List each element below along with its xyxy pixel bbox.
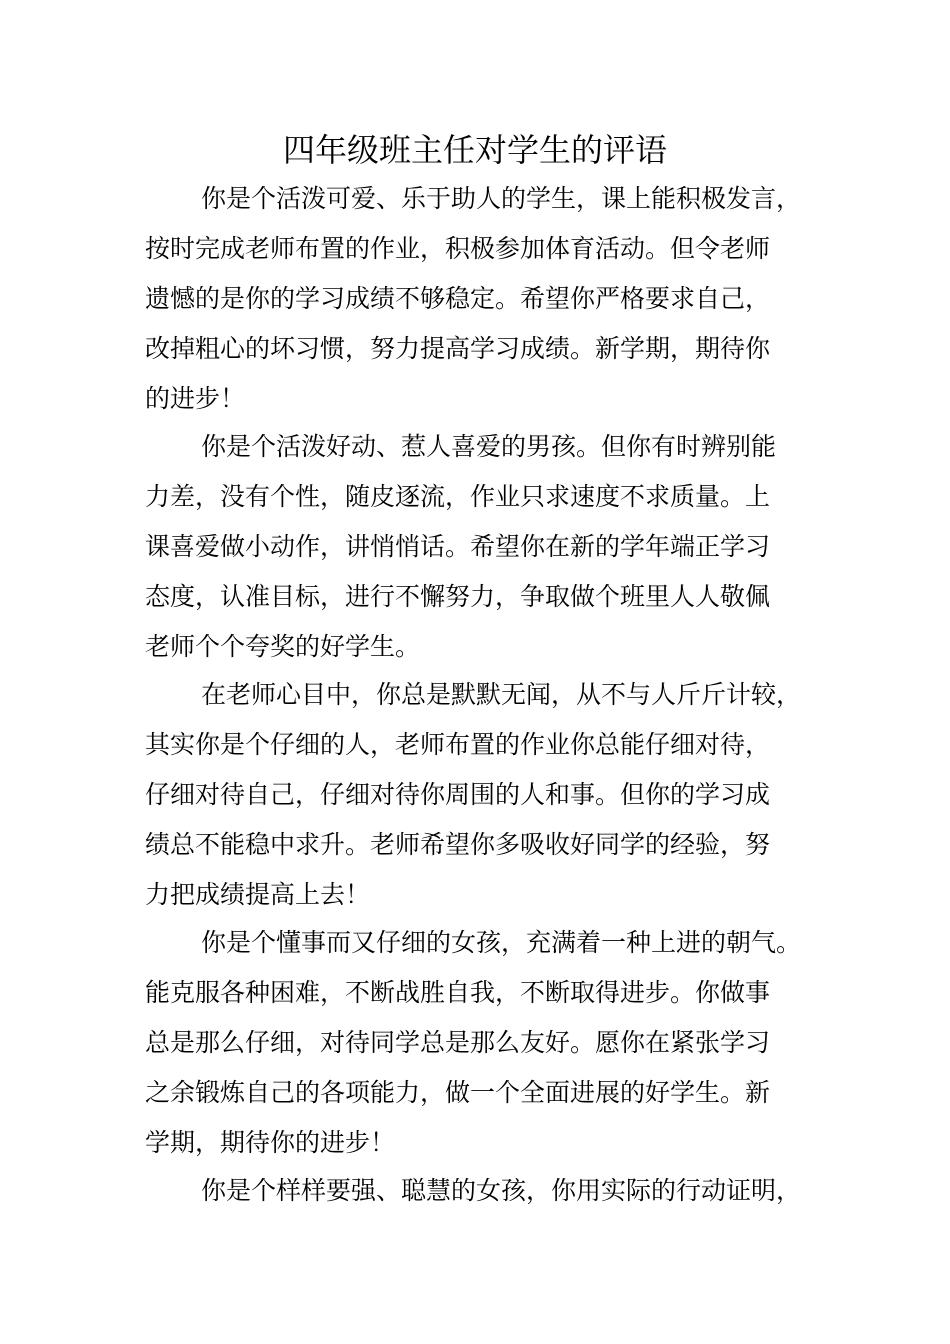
paragraph-line: 力差，没有个性，随皮逐流，作业只求速度不求质量。上 [145,482,771,511]
paragraph-line: 课喜爱做小动作，讲悄悄话。希望你在新的学年端正学习 [145,532,771,561]
paragraph-line: 在老师心目中，你总是默默无闻，从不与人斤斤计较， [201,680,802,709]
paragraph-line: 你是个活泼好动、惹人喜爱的男孩。但你有时辨别能 [201,432,777,461]
document-title: 四年级班主任对学生的评语 [282,131,667,169]
paragraph-4 [145,918,801,1168]
paragraph-line: 之余锻炼自己的各项能力，做一个全面进展的好学生。新 [145,1078,771,1107]
paragraph-line: 学期，期待你的进步！ [145,1128,396,1157]
paragraph-line: 力把成绩提高上去！ [145,880,371,909]
paragraph-line: 改掉粗心的坏习惯，努力提高学习成绩。新学期，期待你 [145,334,771,363]
paragraph-line: 能克服各种困难，不断战胜自我，不断取得进步。你做事 [145,978,771,1007]
paragraph-line: 你是个样样要强、聪慧的女孩，你用实际的行动证明， [201,1176,802,1205]
paragraph-line: 遗憾的是你的学习成绩不够稳定。希望你严格要求自己， [145,284,771,313]
paragraph-3 [145,670,801,920]
paragraph-2 [145,422,776,672]
paragraph-line: 其实你是个仔细的人，老师布置的作业你总能仔细对待， [145,730,771,759]
paragraph-line: 按时完成老师布置的作业，积极参加体育活动。但令老师 [145,234,771,263]
paragraph-line: 仔细对待自己，仔细对待你周围的人和事。但你的学习成 [145,780,771,809]
paragraph-line: 绩总不能稳中求升。老师希望你多吸收好同学的经验，努 [145,830,771,859]
paragraph-line: 你是个活泼可爱、乐于助人的学生，课上能积极发言， [201,184,802,213]
paragraph-line: 总是那么仔细，对待同学总是那么友好。愿你在紧张学习 [145,1028,771,1057]
paragraph-line: 的进步！ [145,384,246,413]
paragraph-5 [145,1166,801,1216]
paragraph-line: 老师个个夸奖的好学生。 [145,632,421,661]
paragraph-line: 你是个懂事而又仔细的女孩，充满着一种上进的朝气。 [201,928,802,957]
paragraph-1 [145,174,801,424]
paragraph-line: 态度，认准目标，进行不懈努力，争取做个班里人人敬佩 [145,582,771,611]
